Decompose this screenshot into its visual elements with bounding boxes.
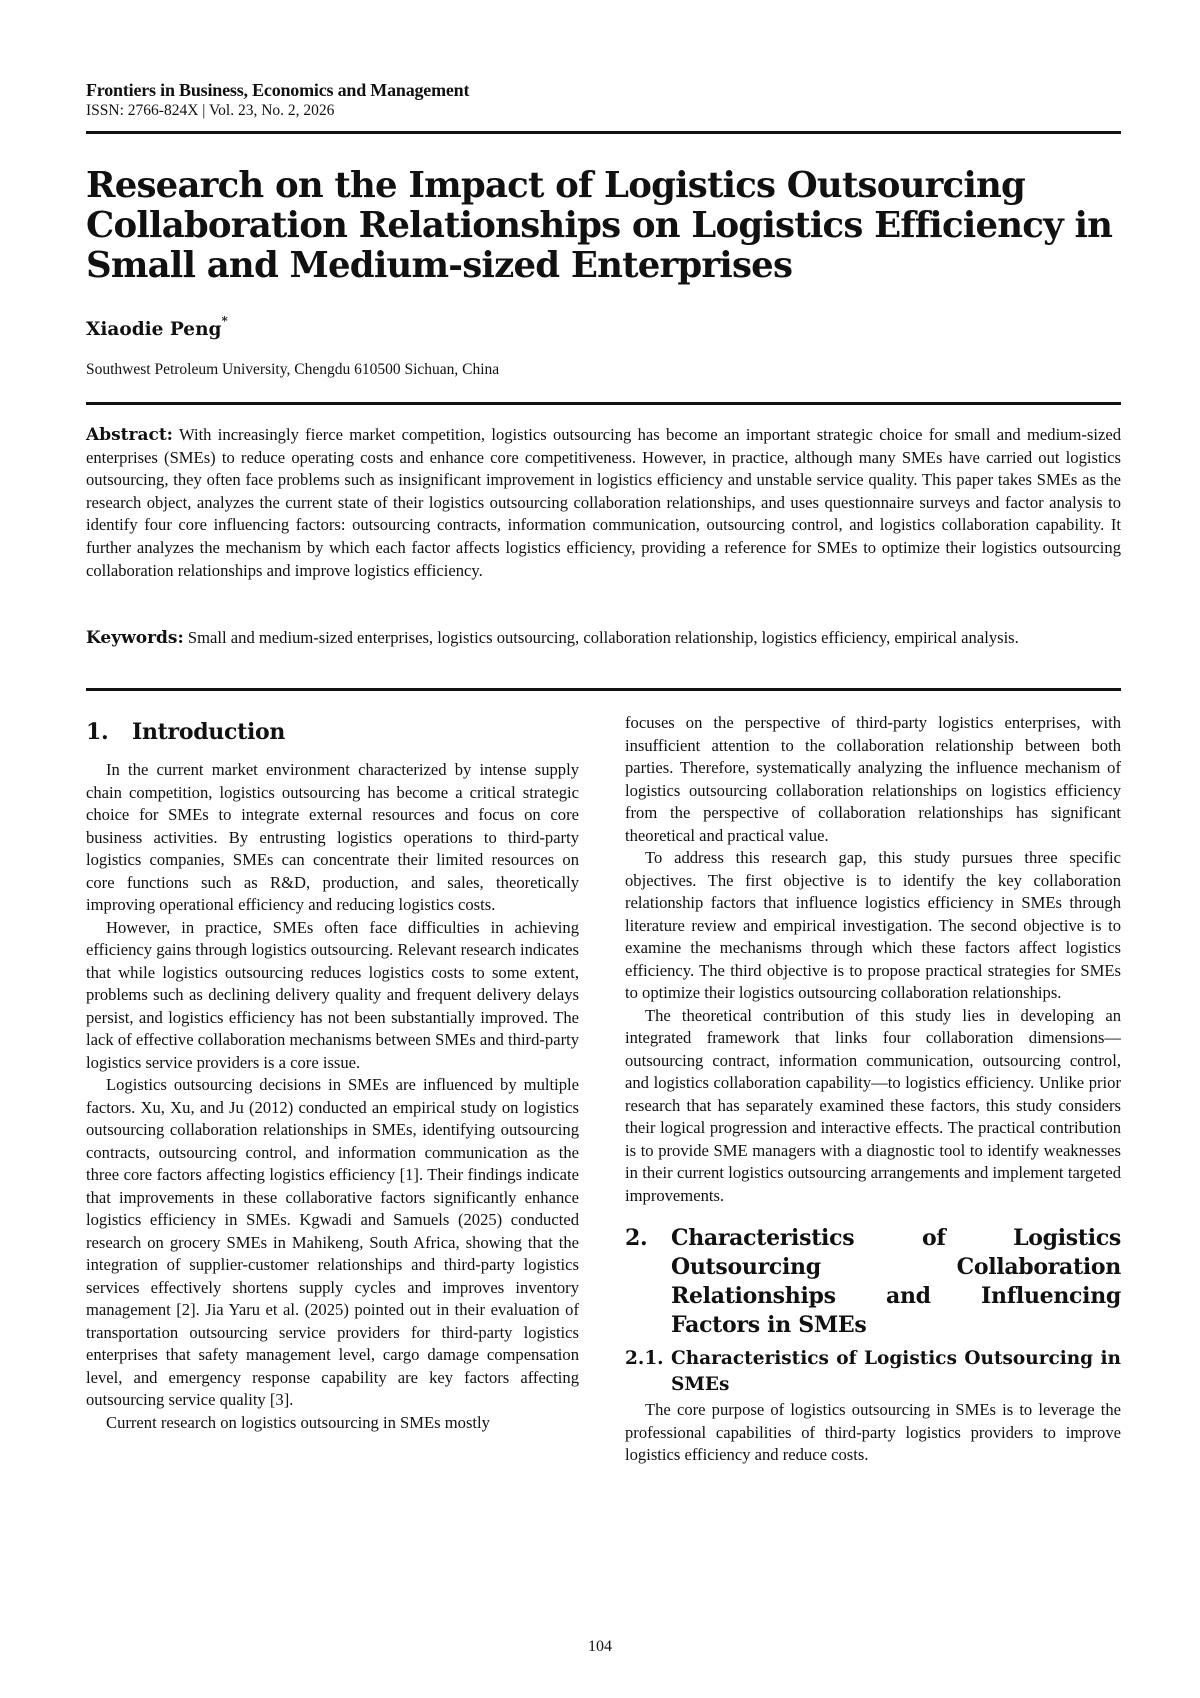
left-column <box>86 718 579 1434</box>
subsection-number: 2.1. <box>625 1348 664 1369</box>
section-2-1-paragraph-1: The core purpose of logistics outsourcing in SMEs is to leverage the professional capabilities of third-party logistics providers to improve logistics efficiency and reduce costs. <box>625 1400 1121 1464</box>
author-name: Xiaodie Peng <box>86 319 222 341</box>
corresponding-author-mark: * <box>221 314 228 328</box>
affiliation-divider <box>86 402 1121 405</box>
keywords <box>86 627 1121 650</box>
journal-issn: ISSN: 2766-824X | Vol. 23, No. 2, 2026 <box>86 102 335 119</box>
abstract-label: Abstract: <box>86 425 173 445</box>
header-divider <box>86 131 1121 134</box>
section-title: Introduction <box>132 719 286 745</box>
section-heading-2 <box>625 1224 1121 1340</box>
intro-paragraph-6: The theoretical contribution of this study lies in developing an integrated framework that links four collaboration dimensions—outsourcing contract, information communication, outsourcing control, and logistics collaboration capability—to logistics efficiency. Unlike prior research that has separately examined these factors, this study considers their logical progression and interactive effects. The practical contribution is to provide SME managers with a diagnostic tool to identify weaknesses in their current logistics outsourcing arrangements and implement targeted improvements. <box>625 1005 1121 1205</box>
section-heading-introduction <box>86 718 579 747</box>
intro-paragraph-4-continued: focuses on the perspective of third-party logistics enterprises, with insufficient attention to the collaboration relationship between both parties. Therefore, systematically analyzing the influence mechanism of logistics outsourcing collaboration relationships on logistics efficiency from the perspective of collaboration relationships has significant theoretical and practical value. <box>625 713 1121 845</box>
author-affiliation: Southwest Petroleum University, Chengdu 610500 Sichuan, China <box>86 361 500 378</box>
abstract-text: With increasingly fierce market competition, logistics outsourcing has become an important strategic choice for small and medium-sized enterprises (SMEs) to reduce operating costs and enhance core competitiveness. However, in practice, although many SMEs have carried out logistics outsourcing, they often face problems such as insignificant improvement in logistics efficiency and unstable service quality. This paper takes SMEs as the research object, analyzes the current state of their logistics outsourcing collaboration relationships, and uses questionnaire surveys and factor analysis to identify four core influencing factors: outsourcing contracts, information communication, outsourcing control, and logistics collaboration capability. It further analyzes the mechanism by which each factor affects logistics efficiency, providing a reference for SMEs to optimize their logistics outsourcing collaboration relationships and improve logistics efficiency. <box>86 425 1121 580</box>
section-number: 2. <box>625 1225 648 1251</box>
journal-name: Frontiers in Business, Economics and Management <box>86 80 470 100</box>
right-column <box>625 712 1121 1467</box>
paper-title: Research on the Impact of Logistics Outsourcing Collaboration Relationships on Logistics Efficiency in Small and Medium-sized Enterprises <box>86 165 1113 286</box>
subsection-title: Characteristics of Logistics Outsourcing in SMEs <box>671 1348 1121 1395</box>
intro-paragraph-1: In the current market environment characterized by intense supply chain competition, logistics outsourcing has become a critical strategic choice for SMEs to integrate external resources and focus on core business activities. By entrusting logistics operations to third-party logistics companies, SMEs can concentrate their limited resources on core functions such as R&D, production, and sales, theoretically improving operational efficiency and reducing logistics costs. <box>86 760 579 914</box>
keywords-text: Small and medium-sized enterprises, logistics outsourcing, collaboration relationship, logistics efficiency, empirical analysis. <box>187 628 1019 647</box>
author-line <box>86 314 228 341</box>
section-title: Characteristics of Logistics Outsourcing Collaboration Relationships and Influencing Factors in SMEs <box>671 1225 1121 1338</box>
intro-paragraph-3: Logistics outsourcing decisions in SMEs are influenced by multiple factors. Xu, Xu, and Ju (2012) conducted an empirical study on logistics outsourcing collaboration relationships in SMEs, identifying outsourcing contracts, outsourcing control, and information communication as the three core factors affecting logistics efficiency [1]. Their findings indicate that improvements in these collaborative factors significantly enhance logistics efficiency in SMEs. Kgwadi and Samuels (2025) conducted research on grocery SMEs in Mahikeng, South Africa, showing that the integration of supplier-customer relationships and third-party logistics services effectively shortens supply cycles and improves inventory management [2]. Jia Yaru et al. (2025) pointed out in their evaluation of transportation outsourcing service providers for third-party logistics enterprises that safety management level, cargo damage compensation level, and emergency response capability are key factors affecting outsourcing service quality [3]. <box>86 1075 579 1409</box>
keywords-divider <box>86 688 1121 691</box>
intro-paragraph-5: To address this research gap, this study pursues three specific objectives. The first objective is to identify the key collaboration relationship factors that influence logistics efficiency in SMEs through literature review and empirical investigation. The second objective is to examine the mechanisms through which these factors affect logistics efficiency. The third objective is to propose practical strategies for SMEs to optimize their logistics outsourcing collaboration relationships. <box>625 848 1121 1002</box>
intro-paragraph-4: Current research on logistics outsourcing in SMEs mostly <box>106 1412 490 1432</box>
abstract <box>86 424 1121 582</box>
intro-paragraph-2: However, in practice, SMEs often face difficulties in achieving efficiency gains through logistics outsourcing. Relevant research indicates that while logistics outsourcing reduces logistics costs to some extent, problems such as declining delivery quality and frequent delivery delays persist, and logistics efficiency has not been substantially improved. The lack of effective collaboration mechanisms between SMEs and third-party logistics service providers is a core issue. <box>86 917 579 1072</box>
subsection-heading-2-1 <box>625 1346 1121 1397</box>
keywords-label: Keywords: <box>86 628 184 648</box>
page-number: 104 <box>588 1638 612 1655</box>
section-number: 1. <box>86 719 109 745</box>
